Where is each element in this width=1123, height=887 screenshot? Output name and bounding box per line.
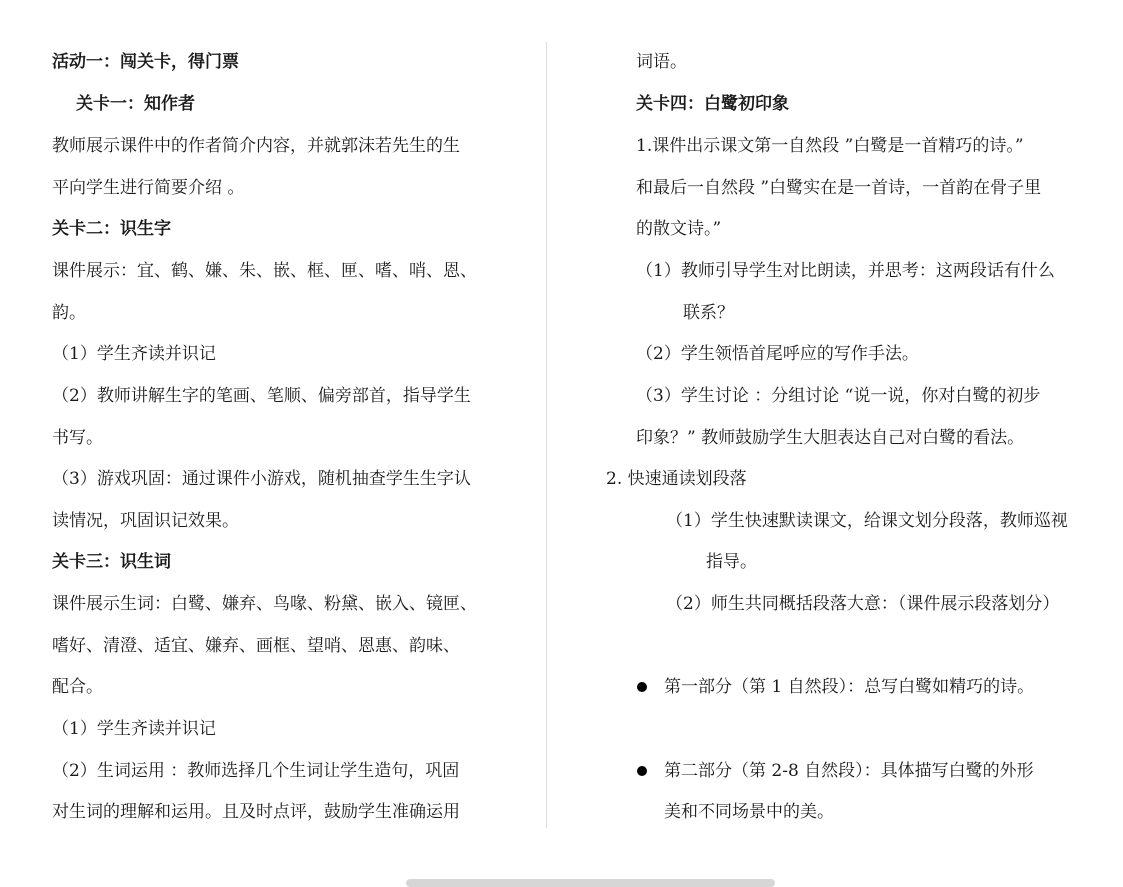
activity-heading: 活动一：闯关卡，得门票 bbox=[52, 52, 239, 72]
level2-step-1: （1）学生齐读并识记 bbox=[52, 344, 216, 364]
item1-sub1: （1）教师引导学生对比朗读，并思考：这两段话有什么 bbox=[636, 261, 1055, 281]
item2-heading: 2. 快速通读划段落 bbox=[606, 469, 747, 489]
level3-heading: 关卡三：识生词 bbox=[52, 552, 171, 572]
level3-text-line: 嗜好、清澄、适宜、嫌弃、画框、望哨、恩惠、韵味、 bbox=[52, 636, 460, 656]
item1-line: 的散文诗。” bbox=[636, 219, 722, 239]
level2-heading: 关卡二：识生字 bbox=[52, 219, 171, 239]
column-divider bbox=[546, 42, 547, 828]
bullet-icon bbox=[637, 766, 647, 776]
bullet-item-1: 第一部分（第 1 自然段）：总写白鹭如精巧的诗。 bbox=[664, 677, 1035, 697]
item1-sub3: （3）学生讨论 ：分组讨论 “说一说，你对白鹭的初步 bbox=[636, 386, 1041, 406]
level3-text-line: 课件展示生词：白鹭、嫌弃、鸟喙、粉黛、嵌入、镜匣、 bbox=[52, 594, 477, 614]
level4-heading: 关卡四：白鹭初印象 bbox=[636, 94, 789, 114]
item1-line: 和最后一自然段 ”白鹭实在是一首诗，一首韵在骨子里 bbox=[636, 178, 1042, 198]
level2-text-line: 韵。 bbox=[52, 303, 86, 323]
item2-sub1-cont: 指导。 bbox=[706, 552, 757, 572]
level2-step-2-cont: 书写。 bbox=[52, 428, 103, 448]
bullet-item-2: 第二部分（第 2-8 自然段）：具体描写白鹭的外形 bbox=[664, 761, 1034, 781]
bullet-item-2-cont: 美和不同场景中的美。 bbox=[664, 802, 834, 822]
item1-sub1-cont: 联系？ bbox=[683, 303, 734, 323]
level2-step-3: （3）游戏巩固：通过课件小游戏，随机抽查学生生字认 bbox=[52, 469, 471, 489]
item1-sub3-cont: 印象？” 教师鼓励学生大胆表达自己对白鹭的看法。 bbox=[636, 428, 1025, 448]
level1-heading: 关卡一：知作者 bbox=[76, 94, 195, 114]
bullet-icon bbox=[637, 682, 647, 692]
item1-line: 1.课件出示课文第一自然段 ”白鹭是一首精巧的诗。” bbox=[636, 136, 1024, 156]
level3-step-1: （1）学生齐读并识记 bbox=[52, 719, 216, 739]
level3-step-2: （2）生词运用 ：教师选择几个生词让学生造句，巩固 bbox=[52, 761, 460, 781]
item2-sub2: （2）师生共同概括段落大意：（课件展示段落划分） bbox=[666, 594, 1060, 614]
level3-text-line: 配合。 bbox=[52, 677, 103, 697]
item2-sub1: （1）学生快速默读课文，给课文划分段落，教师巡视 bbox=[666, 511, 1068, 531]
level1-text-line: 教师展示课件中的作者简介内容，并就郭沫若先生的生 bbox=[52, 136, 460, 156]
continued-text: 词语。 bbox=[636, 52, 687, 72]
level2-step-2: （2）教师讲解生字的笔画、笔顺、偏旁部首，指导学生 bbox=[52, 386, 471, 406]
item1-sub2: （2）学生领悟首尾呼应的写作手法。 bbox=[636, 344, 919, 364]
level2-text-line: 课件展示：宜、鹤、嫌、朱、嵌、框、匣、嗜、哨、恩、 bbox=[52, 261, 477, 281]
level1-text-line: 平向学生进行简要介绍 。 bbox=[52, 178, 245, 198]
level3-step-2-cont: 对生词的理解和运用。且及时点评，鼓励学生准确运用 bbox=[52, 802, 460, 822]
level2-step-3-cont: 读情况，巩固识记效果。 bbox=[52, 511, 239, 531]
horizontal-scrollbar[interactable] bbox=[406, 879, 775, 887]
